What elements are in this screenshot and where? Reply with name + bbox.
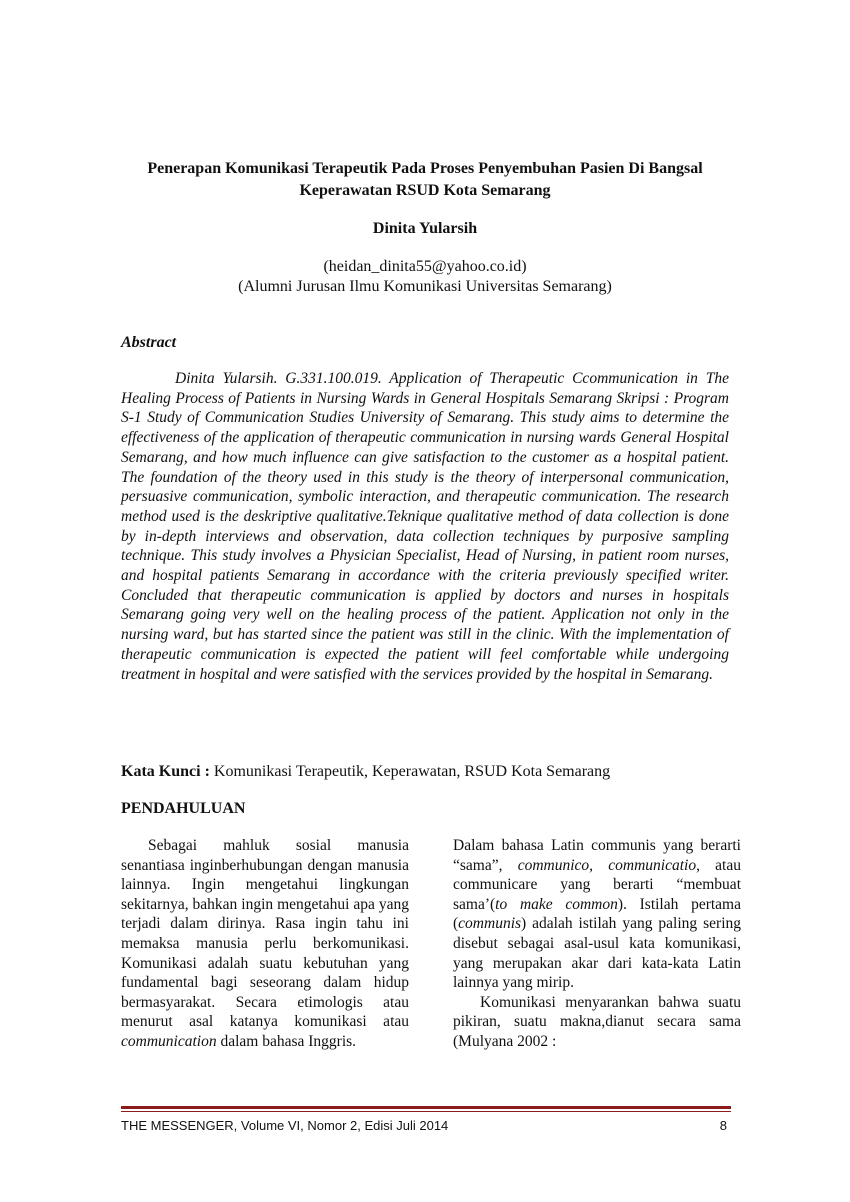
abstract-text: Dinita Yularsih. G.331.100.019. Application of Therapeutic Ccommunication in The Healing Process of Patients in Nursing Wards in General Hospitals Semarang Skripsi : Program S-1 Study of Communication Studies University of Semarang. This study aims to determine the effectiveness of the application of therapeutic communication in nursing wards General Hospital Semarang, and how much influence can give satisfaction to the customer as a hospital patient. The foundation of the theory used in this study is the theory of interpersonal communication, persuasive communication, symbolic interaction, and therapeutic communication. The research method used is the deskriptive qualitative.Teknique qualitative method of data collection is done by in-depth interviews and observation, data collection techniques by purposive sampling technique. This study involves a Physician Specialist, Head of Nursing, in patient room nurses, and hospital patients Semarang in accordance with the criteria previously specified writer. Concluded that therapeutic communication is applied by doctors and nurses in hospitals Semarang going very well on the healing process of the patient. Application not only in the nursing ward, but has started since the patient was still in the clinic. With the implementation of therapeutic communication is expected the patient will feel comfortable while undergoing treatment in hospital and were satisfied with the services provided by the hospital in Semarang. [121, 370, 729, 683]
keywords-line [121, 762, 610, 782]
page-number: 8 [719, 1118, 727, 1133]
paper-title: Penerapan Komunikasi Terapeutik Pada Proses Penyembuhan Pasien Di Bangsal Keperawatan RSUD Kota Semarang [147, 160, 703, 199]
text-run: , atau communicare yang berarti “membuat sama’( [453, 856, 741, 913]
italic-term: communis [458, 915, 522, 933]
text-run: Dalam bahasa Latin communis yang berarti “sama”, [453, 837, 741, 874]
keywords-label: Kata Kunci : [121, 763, 210, 780]
author-email: (heidan_dinita55@yahoo.co.id) [323, 258, 527, 275]
italic-term: communico, communicatio [517, 856, 697, 874]
italic-term: communication [121, 1032, 217, 1050]
text-run: ). Istilah pertama ( [453, 895, 741, 933]
keywords-text: Komunikasi Terapeutik, Keperawatan, RSUD Kota Semarang [209, 763, 611, 780]
author-affiliation [100, 257, 750, 297]
body-column-left [121, 836, 409, 1052]
text-run: dalam bahasa Inggris. [216, 1032, 357, 1050]
italic-term: to make common [495, 895, 618, 913]
text-run: Sebagai mahluk sosial manusia senantiasa inginberhubungan dengan manusia lainnya. Ingin mengetahui lingkungan sekitarnya, bahkan ingin mengetahui apa yang terjadi dalam dirinya. Rasa ingin tahu ini memaksa manusia perlu berkomunikasi. Komunikasi adalah suatu kebutuhan yang fundamental bagi seseorang dalam hidup bermasyarakat. Secara etimologis atau menurut asal katanya komunikasi atau [121, 837, 409, 1031]
author-institution: (Alumni Jurusan Ilmu Komunikasi Universitas Semarang) [238, 278, 612, 295]
author-name: Dinita Yularsih [372, 220, 478, 237]
paragraph [121, 836, 409, 1052]
text-run: ) adalah istilah yang paling sering disebut sebagai asal-usul kata komunikasi, yang merupakan akar dari kata-kata Latin lainnya yang mirip. [453, 915, 741, 992]
paragraph: Komunikasi menyarankan bahwa suatu pikiran, suatu makna,dianut secara sama (Mulyana 2002 : [453, 993, 741, 1050]
footer-rule-thin [121, 1111, 731, 1112]
abstract-heading: Abstract [121, 334, 177, 351]
paragraph [453, 836, 741, 993]
section-heading: PENDAHULUAN [121, 800, 246, 817]
body-column-right [453, 836, 741, 1052]
footer-rule [121, 1106, 731, 1109]
footer-journal: THE MESSENGER, Volume VI, Nomor 2, Edisi Juli 2014 [121, 1118, 449, 1133]
